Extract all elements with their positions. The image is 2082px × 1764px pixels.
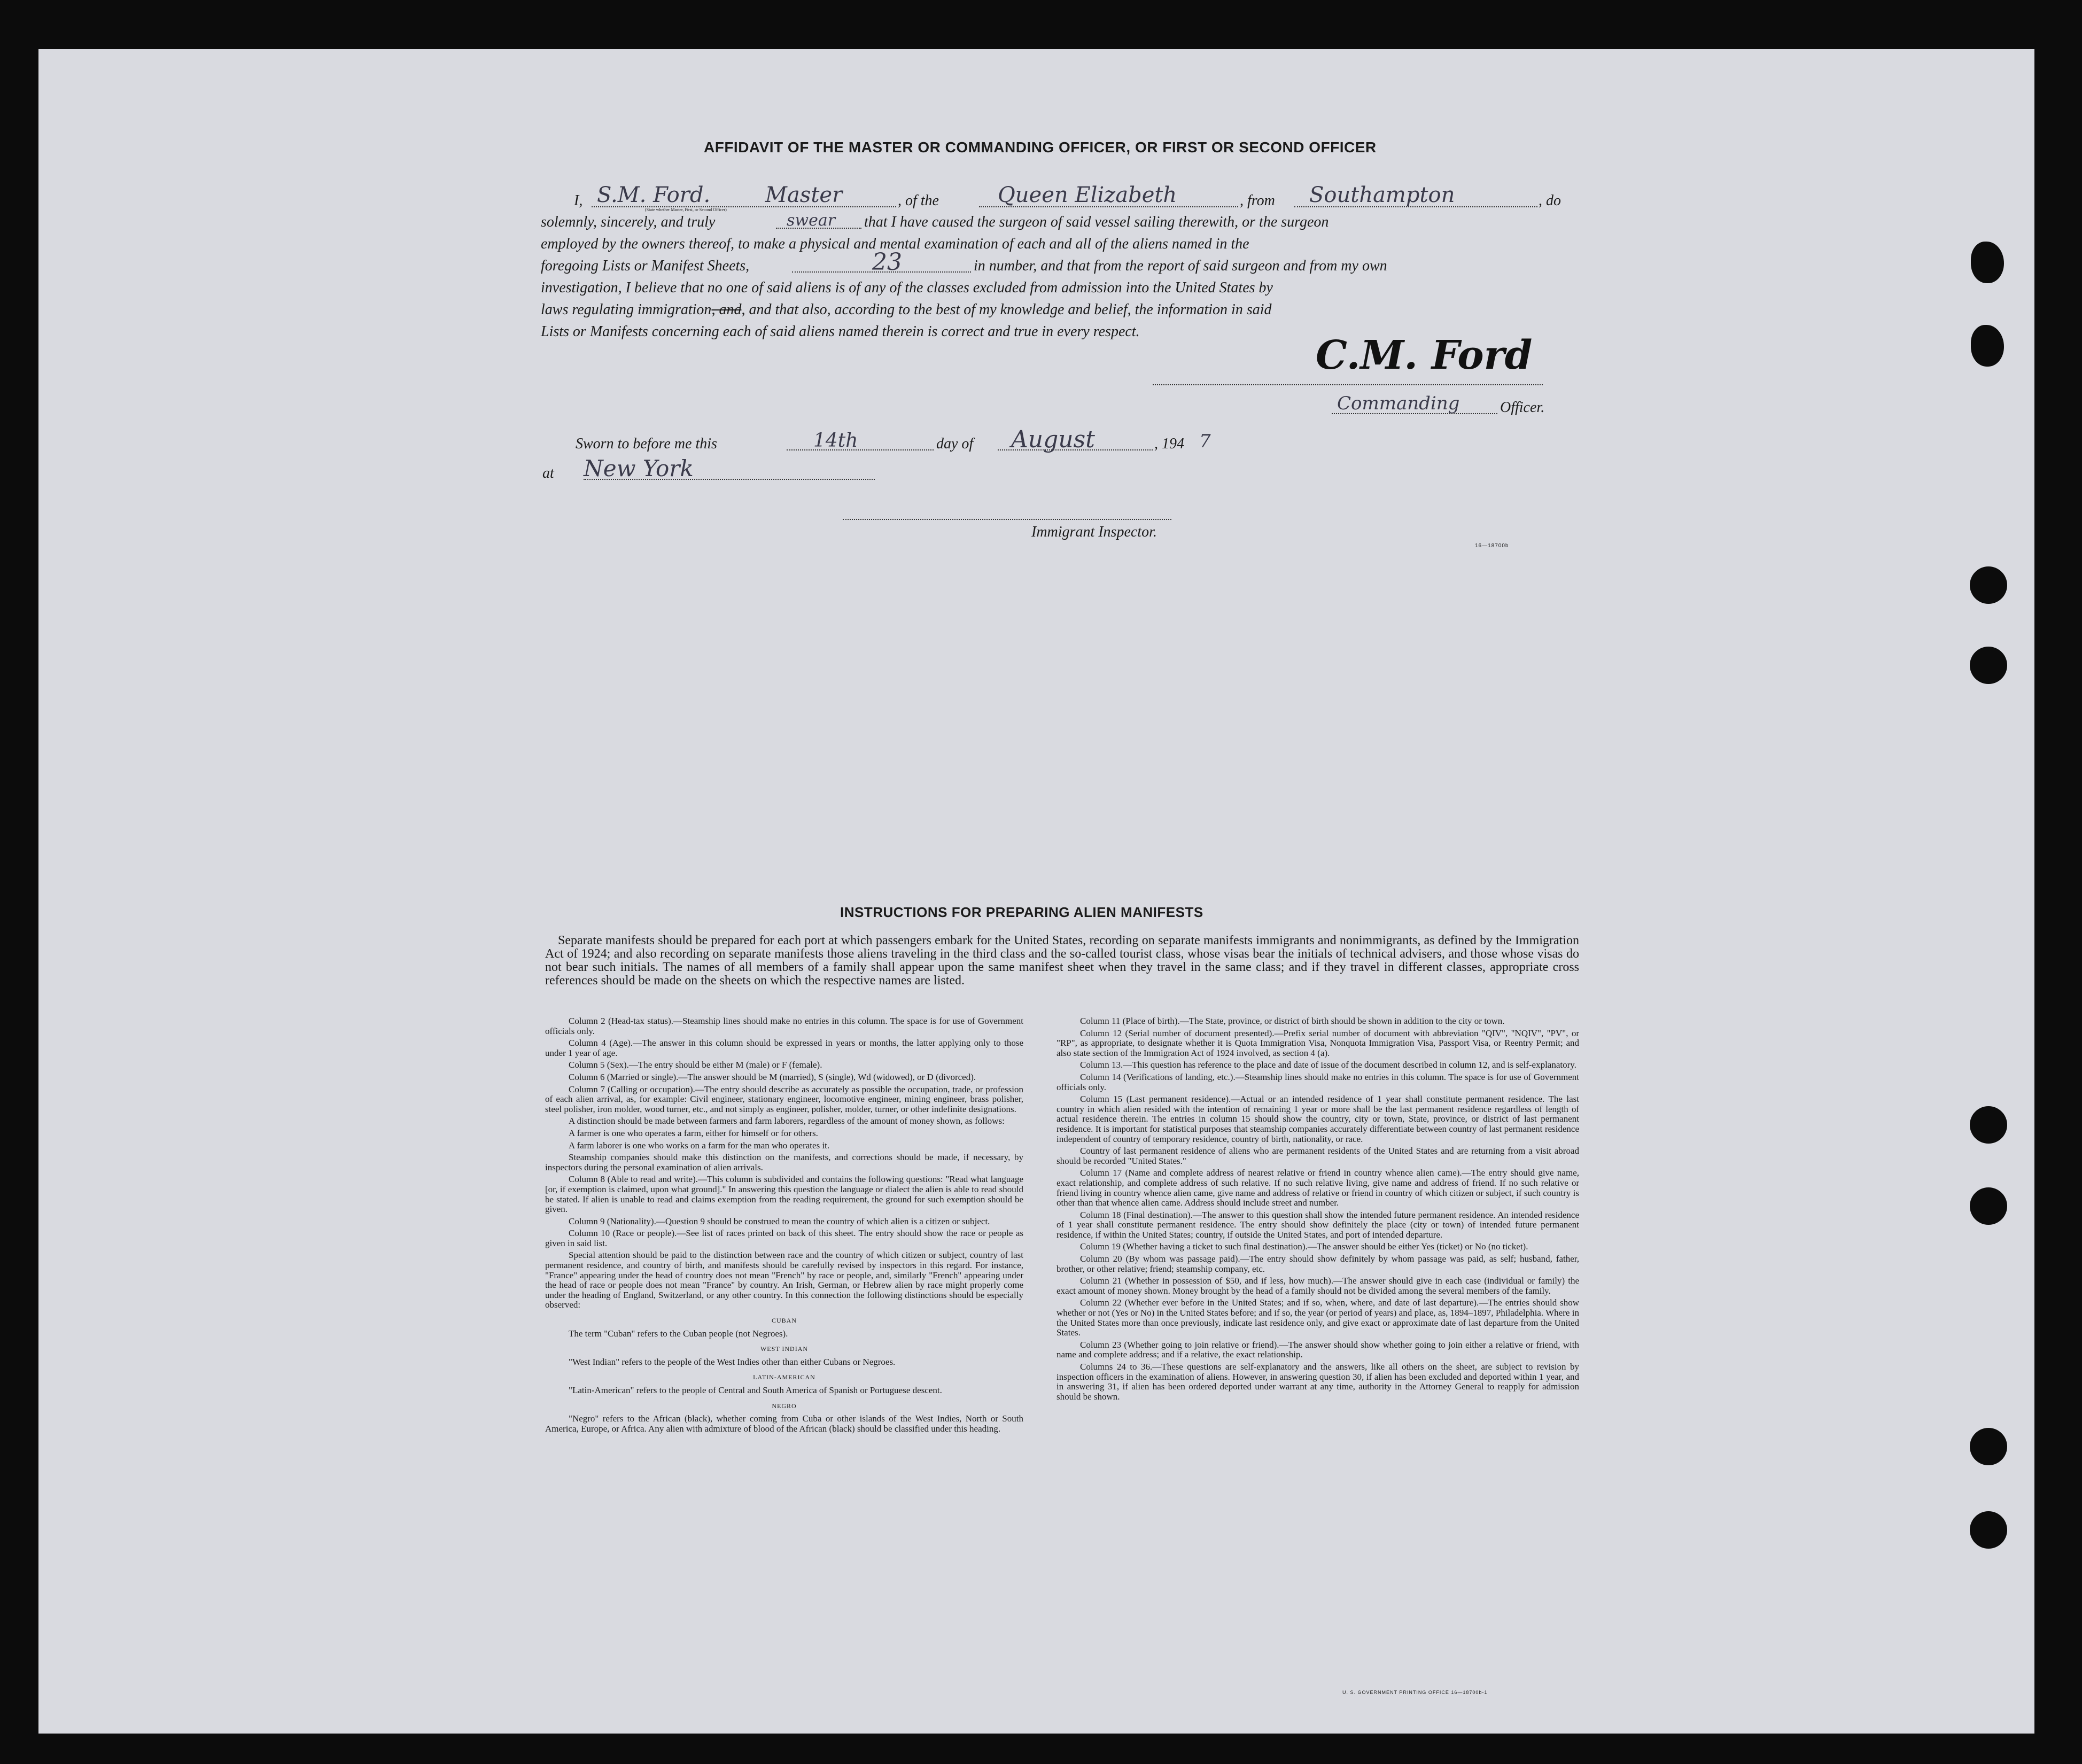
master-rank: Master	[765, 183, 843, 207]
port-name: Southampton	[1309, 183, 1455, 207]
instruction-paragraph: A farmer is one who operates a farm, either for himself or for others.	[569, 1128, 818, 1138]
binder-hole	[1970, 566, 2007, 604]
sworn-day: 14th	[813, 430, 858, 452]
affidavit-line2b: that I have caused the surgeon of said vessel sailing therewith, or the surgeon	[864, 214, 1329, 230]
master-name: S.M. Ford.	[597, 183, 711, 207]
instruction-paragraph: Column 12 (Serial number of document presented).—Prefix serial number of document with abbreviation "QIV", "NQIV", "PV", or "RP", as appropriate, to designate whether it is Quota Immigration Visa, Nonquota Immigration Visa, Passport Visa, or Reentry Permit; and also state section of the Immigration Act of 1924 involved, as section 4 (a).	[1056, 1028, 1579, 1058]
oath-word: swear	[787, 211, 836, 230]
instruction-paragraph: Special attention should be paid to the distinction between race and the country of which citizen or subject, country of last permanent residence, and country of birth, and manifests should be carefully revised by inspectors in this regard. For instance, "France" appearing under the head of country does not mean "French" by race or people, and, similarly "French" appearing under the head of race or people does not mean "France" by country. An Irish, German, or Hebrew alien by race might properly come under the heading of England, Switzerland, or any other country. In this connection the following distinctions should be especially observed:	[545, 1250, 1023, 1310]
intro-text: Separate manifests should be prepared for each port at which passengers embark for the United States, recording on separate manifests immigrants and nonimmigrants, as defined by the Immigration Act of 1924; and also recording on separate manifests those aliens traveling in the third class and the so-called tourist class, whose visas bear the initials of technical advisers, and those whose visas do not bear such initials. The names of all members of a family shall appear upon the same manifest sheet when they travel in the same class; and if they travel in different classes, appropriate cross references should be made on the sheets on which the respective names are listed.	[545, 934, 1579, 988]
affidavit-line2a: solemnly, sincerely, and truly	[541, 214, 716, 230]
instruction-paragraph: Column 20 (By whom was passage paid).—The entry should show definitely by whom passage was paid, as self; husband, father, brother, or other relative; friend; steamship company, etc.	[1056, 1254, 1579, 1274]
affidavit-line6a: laws regulating immigration, and, and that also, according to the best of my knowledge and belief, the information in said	[541, 301, 1272, 318]
affidavit-title: AFFIDAVIT OF THE MASTER OR COMMANDING OFFICER, OR FIRST OR SECOND OFFICER	[704, 139, 1377, 156]
instruction-paragraph: Column 14 (Verifications of landing, etc.).—Steamship lines should make no entries in this column. The space is for use of Government officials only.	[1056, 1071, 1579, 1092]
year-digit: 7	[1199, 431, 1211, 452]
binder-hole	[1971, 242, 2004, 283]
instruction-paragraph: Column 15 (Last permanent residence).—Actual or an intended residence of 1 year shall constitute permanent residence. The last country in which alien resided with the intention of remaining 1 year or more shall be the last permanent residence regardless of length of actual residence therein. The entries in column 15 should show the country, city or town, State, province, or district of last permanent residence. It is important for statistical purposes that steamship companies accurately differentiate between country of last permanent residence independent of country of temporary residence, country of birth, nationality, or race.	[1056, 1094, 1579, 1144]
instruction-paragraph: Column 22 (Whether ever before in the United States; and if so, when, where, and date of last departure).—The entries should show whether or not (Yes or No) in the United States before; and if so, the year (or period of years) and place, as, 1894–1897, Philadelphia. Where in the United States more than once previously, indicate last residence only, and give exact or approximate date of last departure from the United States.	[1056, 1297, 1579, 1338]
instruction-paragraph: Columns 24 to 36.—These questions are self-explanatory and the answers, like all others on the sheet, are subject to revision by inspection officers in the examination of aliens. However, in answering question 30, if alien has been excluded and deported within 1 year, and in answering 31, if alien has been ordered deported under warrant at any time, authority in the Attorney General to reapply for admission should be shown.	[1056, 1362, 1579, 1402]
form-code: 16—18700b	[1475, 543, 1509, 549]
instructions-title: INSTRUCTIONS FOR PREPARING ALIEN MANIFESTS	[840, 904, 1203, 920]
affidavit-line5: investigation, I believe that no one of said aliens is of any of the classes excluded from admission into the United States by	[541, 279, 1273, 296]
sworn-day-line	[787, 449, 934, 450]
instruction-paragraph: "Negro" refers to the African (black), whether coming from Cuba or other islands of the West Indies, North or South America, Europe, or Africa. Any alien with admixture of blood of the African (black) should be classified under this heading.	[545, 1413, 1023, 1434]
sheet-count: 23	[872, 248, 902, 276]
section-heading: LATIN-AMERICAN	[753, 1373, 815, 1381]
instruction-paragraph: A distinction should be made between farmers and farm laborers, regardless of the amount of money shown, as follows:	[569, 1116, 1005, 1126]
do-label: , do	[1539, 192, 1561, 209]
sworn-month: August	[1011, 426, 1095, 453]
binder-hole	[1970, 1187, 2007, 1225]
sworn-location: New York	[584, 455, 694, 481]
affidavit-line7: Lists or Manifests concerning each of said aliens named therein is correct and true in every respect.	[541, 323, 1140, 340]
from-label: , from	[1240, 192, 1275, 209]
strike-mark: , and	[711, 301, 742, 318]
instruction-paragraph: Column 6 (Married or single).—The answer should be M (married), S (single), Wd (widowed), or D (divorced).	[569, 1071, 976, 1082]
instruction-paragraph: Steamship companies should make this distinction on the manifests, and corrections should be made, if necessary, by inspectors during the personal examination of alien arrivals.	[545, 1152, 1023, 1172]
instruction-paragraph: Column 23 (Whether going to join relative or friend).—The answer should show whether going to join either a relative or friend, with name and complete address; and if a relative, the exact relationship.	[1056, 1339, 1579, 1360]
instruction-paragraph: Column 7 (Calling or occupation).—The entry should describe as accurately as possible the occupation, trade, or profession of each alien arrival, as, for example: Civil engineer, stationary engineer, locomotive engineer, mining engineer, brass polisher, steel polisher, iron molder, wood turner, etc., and not simply as engineer, polisher, molder, turner, or other indefinite designations.	[545, 1084, 1023, 1114]
instruction-paragraph: "West Indian" refers to the people of the West Indies other than either Cubans or Negroes.	[569, 1356, 896, 1367]
officer-title: Commanding	[1337, 393, 1460, 414]
instruction-paragraph: Column 13.—This question has reference to the place and date of issue of the document described in column 12, and is self-explanatory.	[1080, 1060, 1576, 1070]
inspector-label: Immigrant Inspector.	[1031, 524, 1157, 540]
instruction-paragraph: Column 19 (Whether having a ticket to such final destination).—The answer should be either Yes (ticket) or No (no ticket).	[1080, 1241, 1528, 1252]
at-label: at	[542, 465, 554, 481]
instruction-paragraph: Column 2 (Head-tax status).—Steamship lines should make no entries in this column. The space is for use of Government officials only.	[545, 1016, 1023, 1036]
instruction-paragraph: A farm laborer is one who works on a farm for the man who operates it.	[569, 1140, 830, 1151]
rank-hint: (State whether Master, First, or Second Officer)	[645, 207, 727, 212]
printer-line: U. S. GOVERNMENT PRINTING OFFICE 16—18700b-1	[1342, 1690, 1488, 1695]
i-label: I,	[574, 192, 583, 209]
vessel-name: Queen Elizabeth	[998, 183, 1177, 207]
binder-hole	[1970, 1428, 2007, 1465]
instruction-paragraph: Column 4 (Age).—The answer in this column should be expressed in years or months, the latter applying only to those under 1 year of age.	[545, 1038, 1023, 1058]
instructions-left-column	[545, 1016, 1023, 1690]
binder-hole	[1970, 1106, 2007, 1144]
instruction-paragraph: Column 10 (Race or people).—See list of races printed on back of this sheet. The entry should show the race or people as given in said list.	[545, 1228, 1023, 1248]
instruction-paragraph: Column 17 (Name and complete address of nearest relative or friend in country whence alien came).—The entry should give name, exact relationship, and complete address of such relative. If no such relative living, give name and address of friend. If no such relative or friend living in country whence alien came, give name and address of relative or friend in country of which citizen or subject, if such country is other than that whence alien came. Address should include street and number.	[1056, 1168, 1579, 1208]
master-signature: C.M. Ford	[1316, 332, 1533, 378]
section-heading: NEGRO	[772, 1402, 797, 1410]
binder-hole	[1970, 647, 2007, 684]
section-heading: WEST INDIAN	[760, 1345, 809, 1353]
instruction-paragraph: "Latin-American" refers to the people of Central and South America of Spanish or Portuguese descent.	[569, 1385, 942, 1395]
instruction-paragraph: Column 21 (Whether in possession of $50, and if less, how much).—The answer should give in each case (individual or family) the exact amount of money shown. Money brought by the head of a family should not be divided among the several members of the family.	[1056, 1276, 1579, 1296]
day-of-label: day of	[936, 436, 974, 452]
section-heading: CUBAN	[771, 1317, 797, 1325]
sworn-label: Sworn to before me this	[576, 436, 717, 452]
inspector-line	[843, 519, 1171, 520]
of-the-label: , of the	[898, 192, 939, 209]
document-sheet	[38, 49, 2034, 1734]
affidavit-line4a: foregoing Lists or Manifest Sheets,	[541, 258, 750, 274]
affidavit-line4b: in number, and that from the report of said surgeon and from my own	[974, 258, 1387, 274]
signature-line	[1153, 384, 1543, 385]
instruction-paragraph: Column 11 (Place of birth).—The State, province, or district of birth should be shown in addition to the city or town.	[1080, 1016, 1505, 1026]
affidavit-line3: employed by the owners thereof, to make a physical and mental examination of each and all of the aliens named in the	[541, 236, 1249, 252]
binder-hole	[1971, 325, 2004, 367]
instruction-paragraph: The term "Cuban" refers to the Cuban people (not Negroes).	[569, 1328, 788, 1339]
instructions-intro	[545, 934, 1579, 988]
instruction-paragraph: Column 5 (Sex).—The entry should be either M (male) or F (female).	[569, 1060, 822, 1070]
instruction-paragraph: Column 18 (Final destination).—The answer to this question shall show the intended future permanent residence. An intended residence of 1 year shall constitute permanent residence. The entry should show definitely the place (city or town) of intended future permanent residence, if within the United States; country, if outside the United States, and port of intended departure.	[1056, 1209, 1579, 1240]
instruction-paragraph: Column 9 (Nationality).—Question 9 should be construed to mean the country of which alien is a citizen or subject.	[569, 1216, 990, 1226]
instruction-paragraph: Country of last permanent residence of aliens who are permanent residents of the United States and are returning from a visit abroad should be recorded "United States."	[1056, 1146, 1579, 1166]
officer-suffix: Officer.	[1500, 399, 1545, 416]
binder-hole	[1970, 1511, 2007, 1549]
instructions-right-column	[1056, 1016, 1579, 1687]
year-label: , 194	[1154, 436, 1184, 452]
instruction-paragraph: Column 8 (Able to read and write).—This column is subdivided and contains the following questions: "Read what language [or, if exemption is claimed, upon what ground]." In answering this question the language or dialect the alien is able to read should be stated. If alien is unable to read and claims exemption from the reading requirement, the ground for such exemption should be given.	[545, 1174, 1023, 1215]
